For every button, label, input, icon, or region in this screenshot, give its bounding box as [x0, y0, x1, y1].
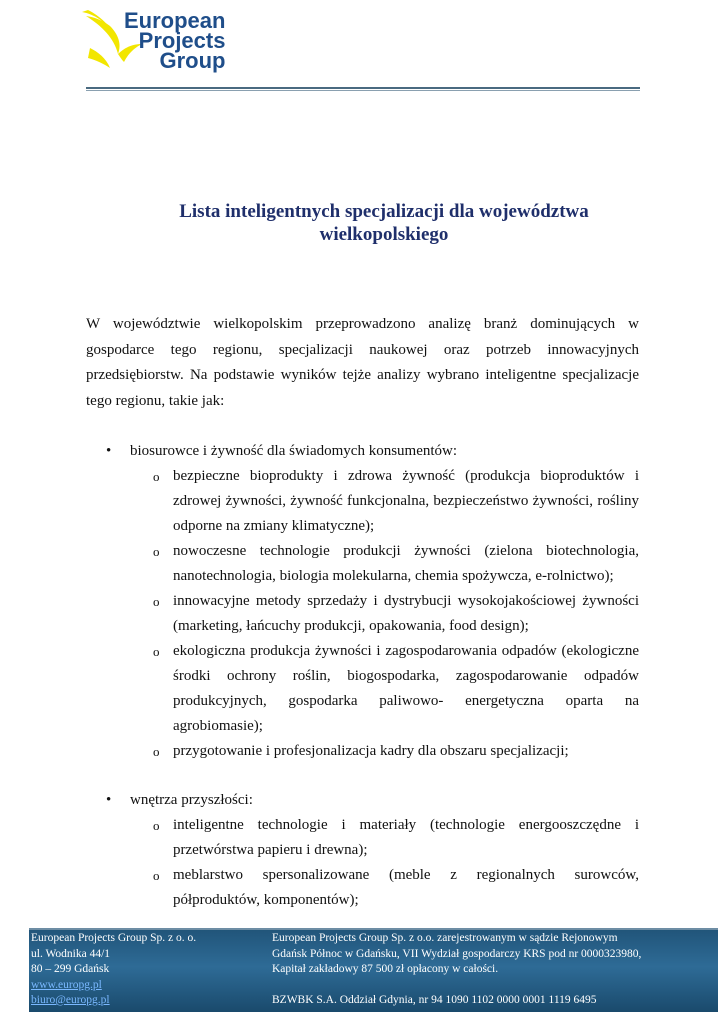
list-item: [86, 539, 639, 589]
list-item-text: bezpieczne bioprodukty i zdrowa żywność (produkcja bioproduktów i zdrowej żywności, żywność funkcjonalna, bezpieczeństwo żywności, rośliny odporne na zmiany klimatyczne);: [173, 468, 639, 534]
footer-city: 80 – 299 Gdańsk: [31, 963, 110, 975]
sub-list: [86, 813, 639, 913]
specialization-section-1: [86, 439, 639, 764]
page-footer: [29, 928, 718, 1012]
bullet-icon: •: [106, 443, 112, 459]
list-item: [86, 739, 639, 764]
footer-address: [31, 931, 196, 1009]
list-item-text: inteligentne technologie i materiały (technologie energooszczędne i przetwórstwa papieru i drewna);: [173, 817, 639, 858]
logo-wordmark: [124, 8, 226, 73]
sub-bullet-icon: o: [153, 594, 160, 609]
list-item: [86, 813, 639, 863]
document-title: [84, 200, 684, 246]
footer-street: ul. Wodnika 44/1: [31, 947, 111, 960]
list-item-text: meblarstwo spersonalizowane (meble z regionalnych surowców, półproduktów, komponentów);: [173, 867, 639, 908]
list-item-text: innowacyjne metody sprzedaży i dystrybucji wysokojakościowej żywności (marketing, łańcuchy produkcji, opakowania, food design);: [173, 593, 639, 634]
list-item: [86, 863, 639, 913]
sub-bullet-icon: o: [153, 868, 160, 883]
header-divider: [86, 87, 640, 89]
list-item-text: ekologiczna produkcja żywności i zagospodarowania odpadów (ekologiczne środki ochrony roślin, biogospodarka, zagospodarowanie odpadów produkcyjnych, gospodarka paliwowo- energetyczna oparta na agrobiomasie);: [173, 643, 639, 734]
logo-line-3: Group: [159, 48, 226, 73]
header-divider-thin: [86, 90, 640, 91]
sub-bullet-icon: o: [153, 744, 160, 759]
footer-reg-line-3: Kapitał zakładowy 87 500 zł opłacony w całości.: [272, 963, 499, 975]
section-heading: [86, 788, 639, 813]
footer-reg-line-1: European Projects Group Sp. z o.o. zarejestrowanym w sądzie Rejonowym: [272, 932, 618, 944]
footer-bank-account: BZWBK S.A. Oddział Gdynia, nr 94 1090 1102 0000 0001 1119 6495: [272, 994, 597, 1006]
logo-line-2: Projects: [138, 28, 226, 53]
specialization-section-2: [86, 788, 639, 913]
title-line-1: Lista inteligentnych specjalizacji dla województwa: [179, 201, 589, 222]
sub-bullet-icon: o: [153, 644, 160, 659]
footer-company: European Projects Group Sp. z o. o.: [31, 932, 197, 944]
sub-list: [86, 464, 639, 764]
website-link[interactable]: www.europg.pl: [31, 978, 102, 991]
logo-line-1: European: [124, 8, 226, 33]
list-item: [86, 639, 639, 739]
bullet-icon: •: [106, 792, 112, 808]
email-link[interactable]: biuro@europg.pl: [31, 994, 110, 1006]
footer-registration: [272, 931, 641, 1009]
list-item: [86, 464, 639, 539]
sub-bullet-icon: o: [153, 469, 160, 484]
sub-bullet-icon: o: [153, 544, 160, 559]
sub-bullet-icon: o: [153, 818, 160, 833]
title-line-2: wielkopolskiego: [319, 224, 449, 245]
list-item-text: nowoczesne technologie produkcji żywności (zielona biotechnologia, nanotechnologia, biologia molekularna, chemia spożywcza, e-rolnictwo);: [173, 543, 639, 584]
section-heading: [86, 439, 639, 464]
intro-paragraph: W województwie wielkopolskim przeprowadzono analizę branż dominujących w gospodarce tego regionu, specjalizacji naukowej oraz potrzeb innowacyjnych przedsiębiorstw. Na podstawie wyników tejże analizy wybrano inteligentne specjalizacje tego regionu, takie jak:: [86, 316, 639, 409]
section-label: wnętrza przyszłości:: [130, 792, 253, 808]
list-item-text: przygotowanie i profesjonalizacja kadry dla obszaru specjalizacji;: [173, 743, 569, 759]
list-item: [86, 589, 639, 639]
company-logo: [80, 8, 280, 78]
section-label: biosurowce i żywność dla świadomych konsumentów:: [130, 443, 458, 459]
footer-reg-line-2: Gdańsk Północ w Gdańsku, VII Wydział gospodarczy KRS pod nr 0000323980,: [272, 947, 642, 960]
